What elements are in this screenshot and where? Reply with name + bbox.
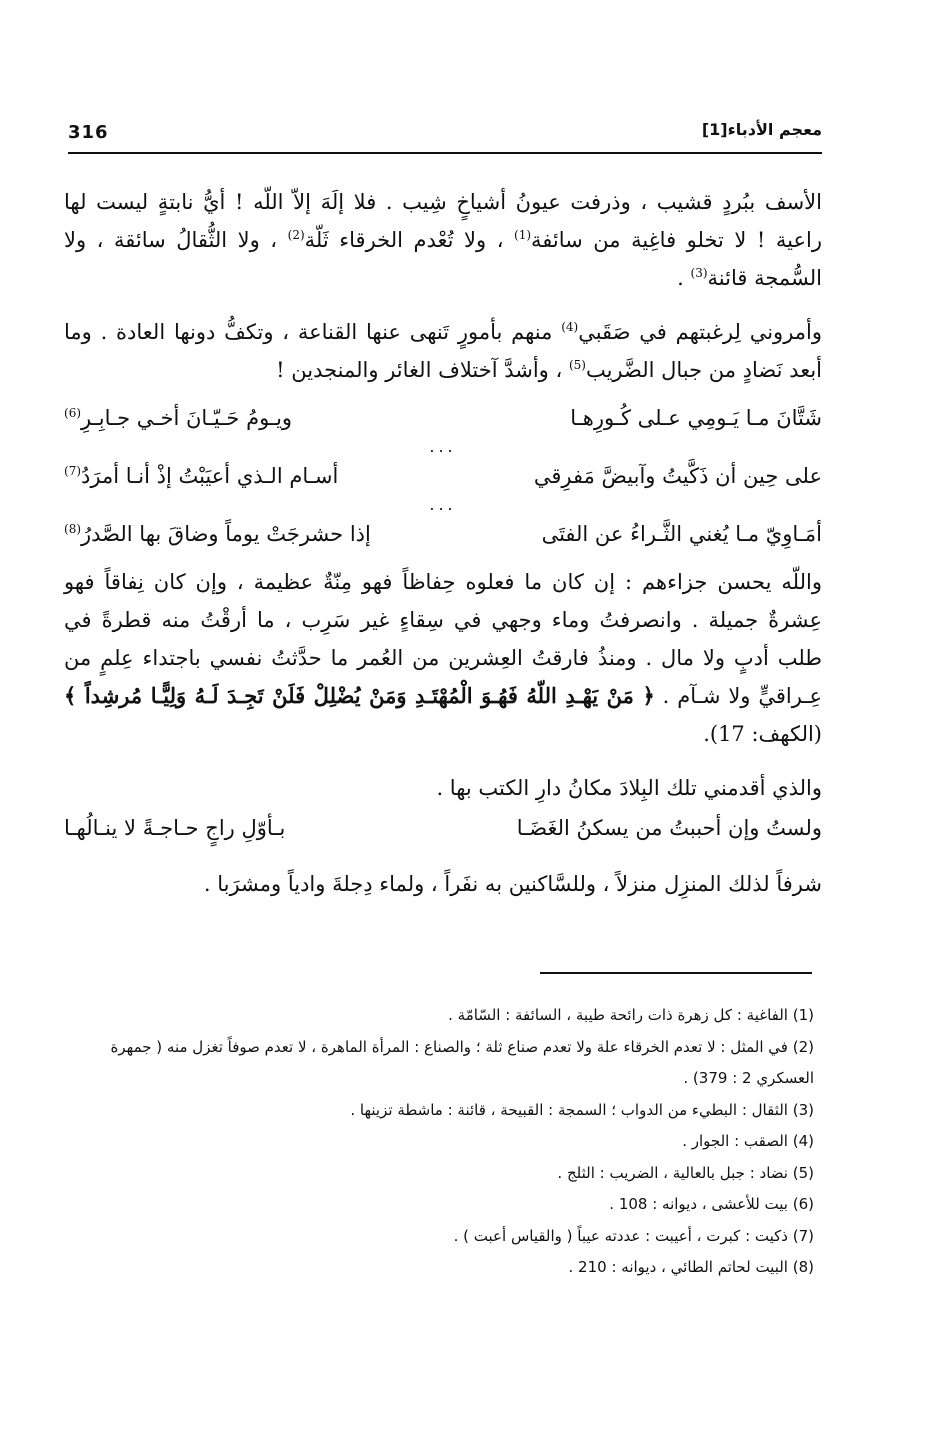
quran-verse: ﴿ مَنْ يَهْـدِ اللّهُ فَهُـوَ الْمُهْتَـدِ وَمَنْ يُضْلِلْ فَلَنْ تَجِـدَ لَـهُ وَلِيًّـا مُرشِداً ﴾ xyxy=(64,683,655,708)
footnote-2: (2) في المثل : لا تعدم الخرقاء علة ولا تعدم صناع ثلة ؛ والصناع : المرأة الماهرة ، لا تعدم صوفاً تغزل منه ( جمهرة العسكري 2 : 379) . xyxy=(110,1037,814,1087)
footnote-6: (6) بيت للأعشى ، ديوانه : 108 . xyxy=(609,1195,814,1213)
footnotes xyxy=(100,1000,814,1284)
footnote-7: (7) ذكيت : كبرت ، أعيبت : عددته عيباً ( والقياس أعبت ) . xyxy=(453,1226,814,1245)
paragraph-3: واللّه يحسن جزاءهم : إن كان ما فعلوه حِفاظاً فهو مِنّةٌ عظيمة ، وإن كان نِفاقاً فهو عِشرةٌ جميلة . وانصرفتُ وماء وجهي في سِقاءٍ غير سَرِب ، ما أرقْتُ منه قطرةً في طلب أدبٍ ولا مال . ومنذُ فارقتُ العِشرين من العُمر ما حدَّثتُ نفسي باجتداء عِلمٍ من عِـراقيٍّ ولا شـآم . ﴿ مَنْ يَهْـدِ اللّهُ فَهُـوَ الْمُهْتَـدِ وَمَنْ يُضْلِلْ فَلَنْ تَجِـدَ لَـهُ وَلِيًّـا مُرشِداً ﴾ (الكهف: 17). xyxy=(64,570,822,746)
verse-hemistich-2: أسـام الـذي أعيَبْتُ إذْ أنـا أمرَدُ$^{(7)}$ xyxy=(64,464,339,488)
page-number: 316 xyxy=(68,122,109,143)
verse-hemistich-1: على حِين أن ذَكَّيتُ وآبيضَّ مَفرِقي xyxy=(533,464,822,488)
verse-hemistich-1: أمَـاوِيّ مـا يُغني الثَّـراءُ عن الفتَى xyxy=(541,522,822,546)
footnote-ref-1: (1) xyxy=(514,228,532,242)
footnote-8: (8) البيت لحاتم الطائي ، ديوانه : 210 . xyxy=(568,1258,814,1276)
verse-separator-dots: ... xyxy=(429,495,457,514)
verse-hemistich-1: شَتَّانَ مـا يَـومِي عـلى كُـورِهـا xyxy=(570,406,822,430)
footnote-ref-3: (3) xyxy=(690,266,708,280)
footnote-3: (3) الثقال : البطيء من الدواب ؛ السمجة : القبيحة ، قائنة : ماشطة تزينها . xyxy=(350,1100,814,1119)
verse-separator-dots: ... xyxy=(429,437,457,456)
footnote-ref-2: (2) xyxy=(287,228,305,242)
footnote-ref-6: (6) xyxy=(64,406,82,420)
main-text xyxy=(64,183,822,903)
verse-hemistich-2: إذا حشرجَتْ يوماً وضاقَ بها الصَّدرُ$^{(8)}$ xyxy=(64,522,371,546)
footnote-ref-4: (4) xyxy=(561,320,579,334)
header-rule xyxy=(68,152,822,154)
paragraph-2: وأمروني لِرغبتهم في صَقَبي$^{(4)}$ منهم بأمورٍ تَنهى عنها القناعة ، وتكفُّ دونها العادة . وما أبعد نَضادٍ من جبال الضَّريب$^{(5)}$ ، وأشدَّ آختلاف الغائر والمنجدين ! xyxy=(64,320,823,382)
footnote-1: (1) الفاغية : كل زهرة ذات رائحة طيبة ، السائفة : السّامّة . xyxy=(448,1006,814,1024)
running-header xyxy=(68,118,822,152)
verse-line-4 xyxy=(64,807,822,849)
footnote-rule xyxy=(540,972,812,974)
verse-hemistich-1: ولستُ وإن أحببتُ من يسكنُ الغَضَـا xyxy=(516,816,822,840)
paragraph-1: الأسف ببُردٍ قشيب ، وذرفت عيونُ أشياخٍ شِيب . فلا إلَهَ إلاّ اللّه ! أيُّ نابتةٍ ليست لها راعية ! لا تخلو فاغِية من سائفة$^{(1)}$ ، ولا تُعْدم الخرقاء ثَلّة$^{(2)}$ ، ولا الثُّقالُ سائقة ، ولا السُّمجة قائنة$^{(3)}$ . xyxy=(64,190,823,290)
book-title: معجم الأدباء[1] xyxy=(701,120,822,139)
verse-line-3 xyxy=(64,495,822,563)
footnote-4: (4) الصقب : الجوار . xyxy=(682,1132,814,1150)
footnote-ref-7: (7) xyxy=(64,464,82,478)
verse-hemistich-2: ويـومُ حَـيّـانَ أخـي جـابِـرِ$^{(6)}$ xyxy=(64,406,293,430)
footnote-ref-5: (5) xyxy=(568,358,586,372)
footnote-5: (5) نضاد : جبل بالعالية ، الضريب : الثلج . xyxy=(557,1163,814,1182)
footnote-ref-8: (8) xyxy=(64,522,82,536)
paragraph-5: شرفاً لذلك المنزِل منزلاً ، وللسَّاكنين به نفَراً ، ولماء دِجلةَ وادياً ومشرَبا . xyxy=(203,872,822,896)
quran-reference: (الكهف: 17). xyxy=(703,722,822,746)
verse-hemistich-2: بـأوّلِ راجٍ حـاجـةً لا ينـالُهـا xyxy=(64,816,286,840)
paragraph-4: والذي أقدمني تلك البِلادَ مكانُ دارِ الكتب بها . xyxy=(436,776,822,800)
